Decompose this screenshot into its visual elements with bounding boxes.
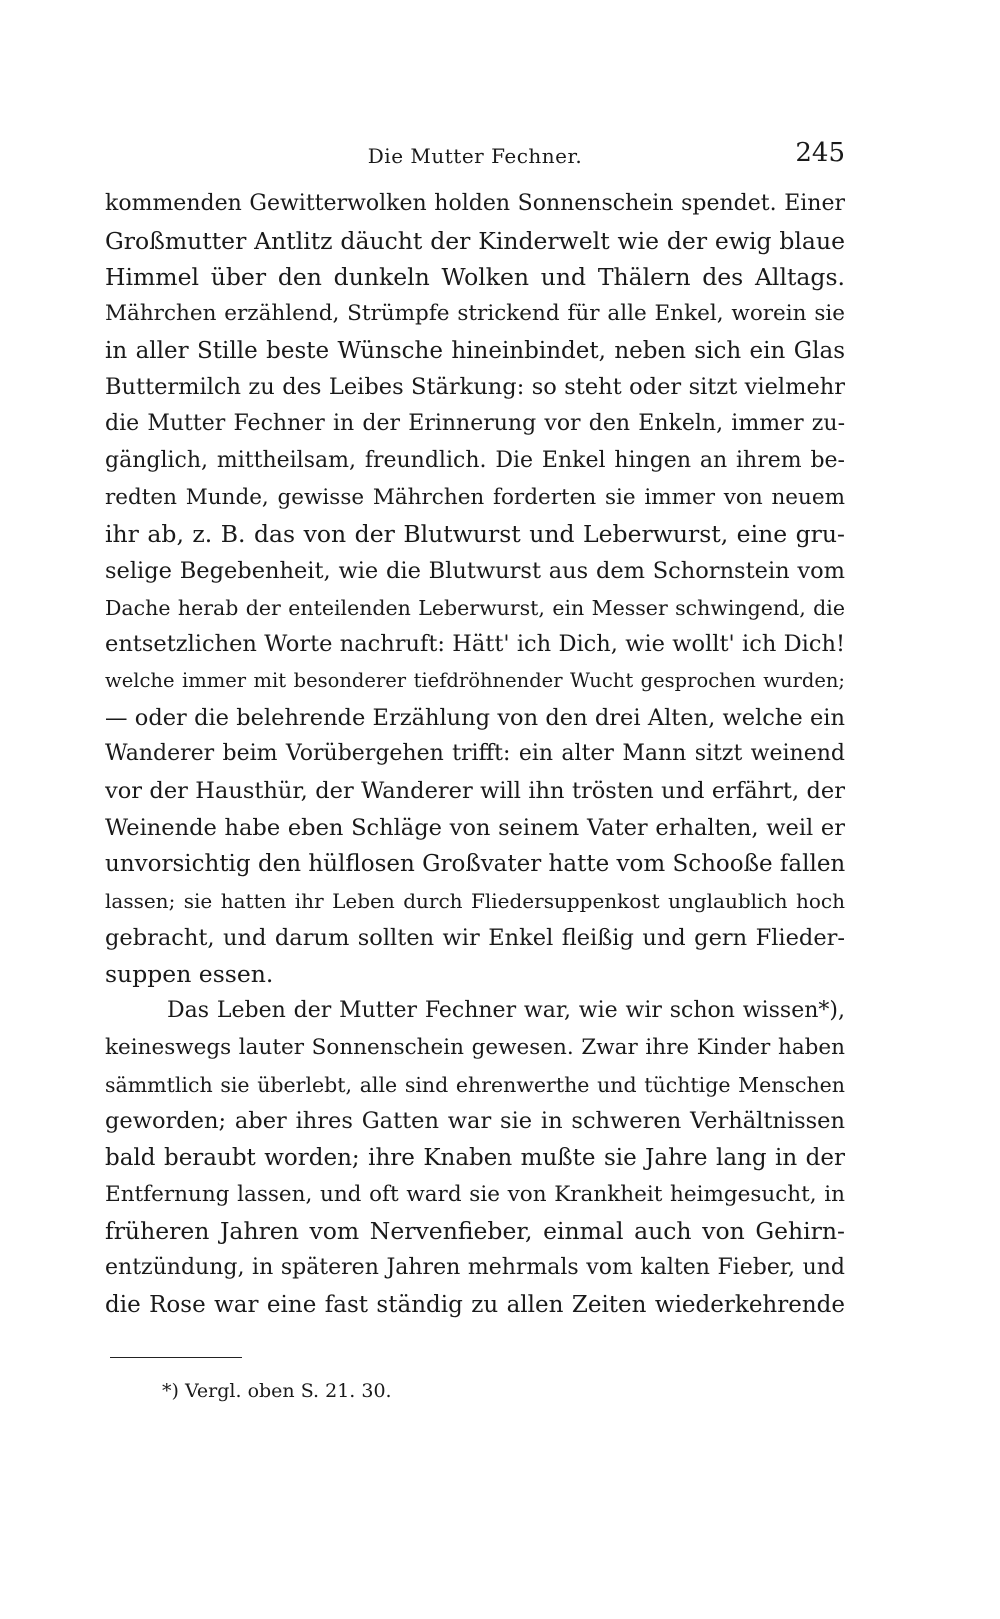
text-line: welche immer mit besonderer tiefdröhnender Wucht gesprochen wurden; [105, 668, 845, 692]
text-line: gebracht, und darum sollten wir Enkel fleißig und gern Flieder- [105, 924, 845, 951]
text-line: sämmtlich sie überlebt, alle sind ehrenwerthe und tüchtige Menschen [105, 1072, 845, 1097]
running-head [105, 138, 845, 178]
text-line: Buttermilch zu des Leibes Stärkung: so steht oder sitzt vielmehr [105, 374, 845, 401]
page-number: 245 [795, 138, 845, 168]
text-line: die Mutter Fechner in der Erinnerung vor den Enkeln, immer zu- [105, 411, 845, 437]
text-line: die Rose war eine fast ständig zu allen Zeiten wiederkehrende [105, 1291, 845, 1318]
text-line: Himmel über den dunkeln Wolken und Thälern des Alltags. [105, 263, 845, 292]
text-line: Dache herab der enteilenden Leberwurst, ein Messer schwingend, die [105, 595, 845, 620]
footnote-rule [110, 1357, 242, 1358]
text-line: Das Leben der Mutter Fechner war, wie wir schon wissen*), [167, 998, 845, 1024]
text-line: entsetzlichen Worte nachruft: Hätt' ich Dich, wie wollt' ich Dich! [105, 631, 845, 658]
text-line: Weinende habe eben Schläge von seinem Vater erhalten, weil er [105, 814, 845, 841]
text-line: entzündung, in späteren Jahren mehrmals vom kalten Fieber, und [105, 1254, 845, 1280]
text-line: gänglich, mittheilsam, freundlich. Die Enkel hingen an ihrem be- [105, 447, 845, 473]
text-line: in aller Stille beste Wünsche hineinbindet, neben sich ein Glas [105, 337, 845, 364]
text-line: redten Munde, gewisse Mährchen forderten sie immer von neuem [105, 484, 845, 510]
text-line: lassen; sie hatten ihr Leben durch Fliedersuppenkost unglaublich hoch [105, 889, 845, 914]
text-line: Mährchen erzählend, Strümpfe strickend für alle Enkel, worein sie [105, 301, 845, 327]
text-line: Entfernung lassen, und oft ward sie von Krankheit heimgesucht, in [105, 1181, 845, 1207]
body-text [105, 186, 845, 1323]
footnote: *) Vergl. oben S. 21. 30. [162, 1380, 392, 1402]
text-line: Großmutter Antlitz däucht der Kinderwelt wie der ewig blaue [105, 226, 845, 255]
text-line: kommenden Gewitterwolken holden Sonnenschein spendet. Einer [105, 191, 845, 216]
text-line: — oder die belehrende Erzählung von den drei Alten, welche ein [105, 704, 845, 731]
text-line: geworden; aber ihres Gatten war sie in schweren Verhältnissen [105, 1108, 845, 1135]
text-line: bald beraubt worden; ihre Knaben mußte sie Jahre lang in der [105, 1144, 845, 1171]
text-line: unvorsichtig den hülflosen Großvater hatte vom Schooße fallen [105, 851, 845, 878]
text-line: früheren Jahren vom Nervenfieber, einmal auch von Gehirn- [105, 1217, 845, 1246]
text-line: suppen essen. [105, 960, 274, 989]
running-title: Die Mutter Fechner. [367, 144, 583, 168]
text-line: keineswegs lauter Sonnenschein gewesen. Zwar ihre Kinder haben [105, 1034, 845, 1060]
text-line: selige Begebenheit, wie die Blutwurst aus dem Schornstein vom [105, 557, 845, 584]
text-line: ihr ab, z. B. das von der Blutwurst und Leberwurst, eine gru- [105, 520, 845, 549]
text-line: vor der Hausthür, der Wanderer will ihn trösten und erfährt, der [105, 778, 845, 804]
text-line: Wanderer beim Vorübergehen trifft: ein alter Mann sitzt weinend [105, 741, 845, 767]
